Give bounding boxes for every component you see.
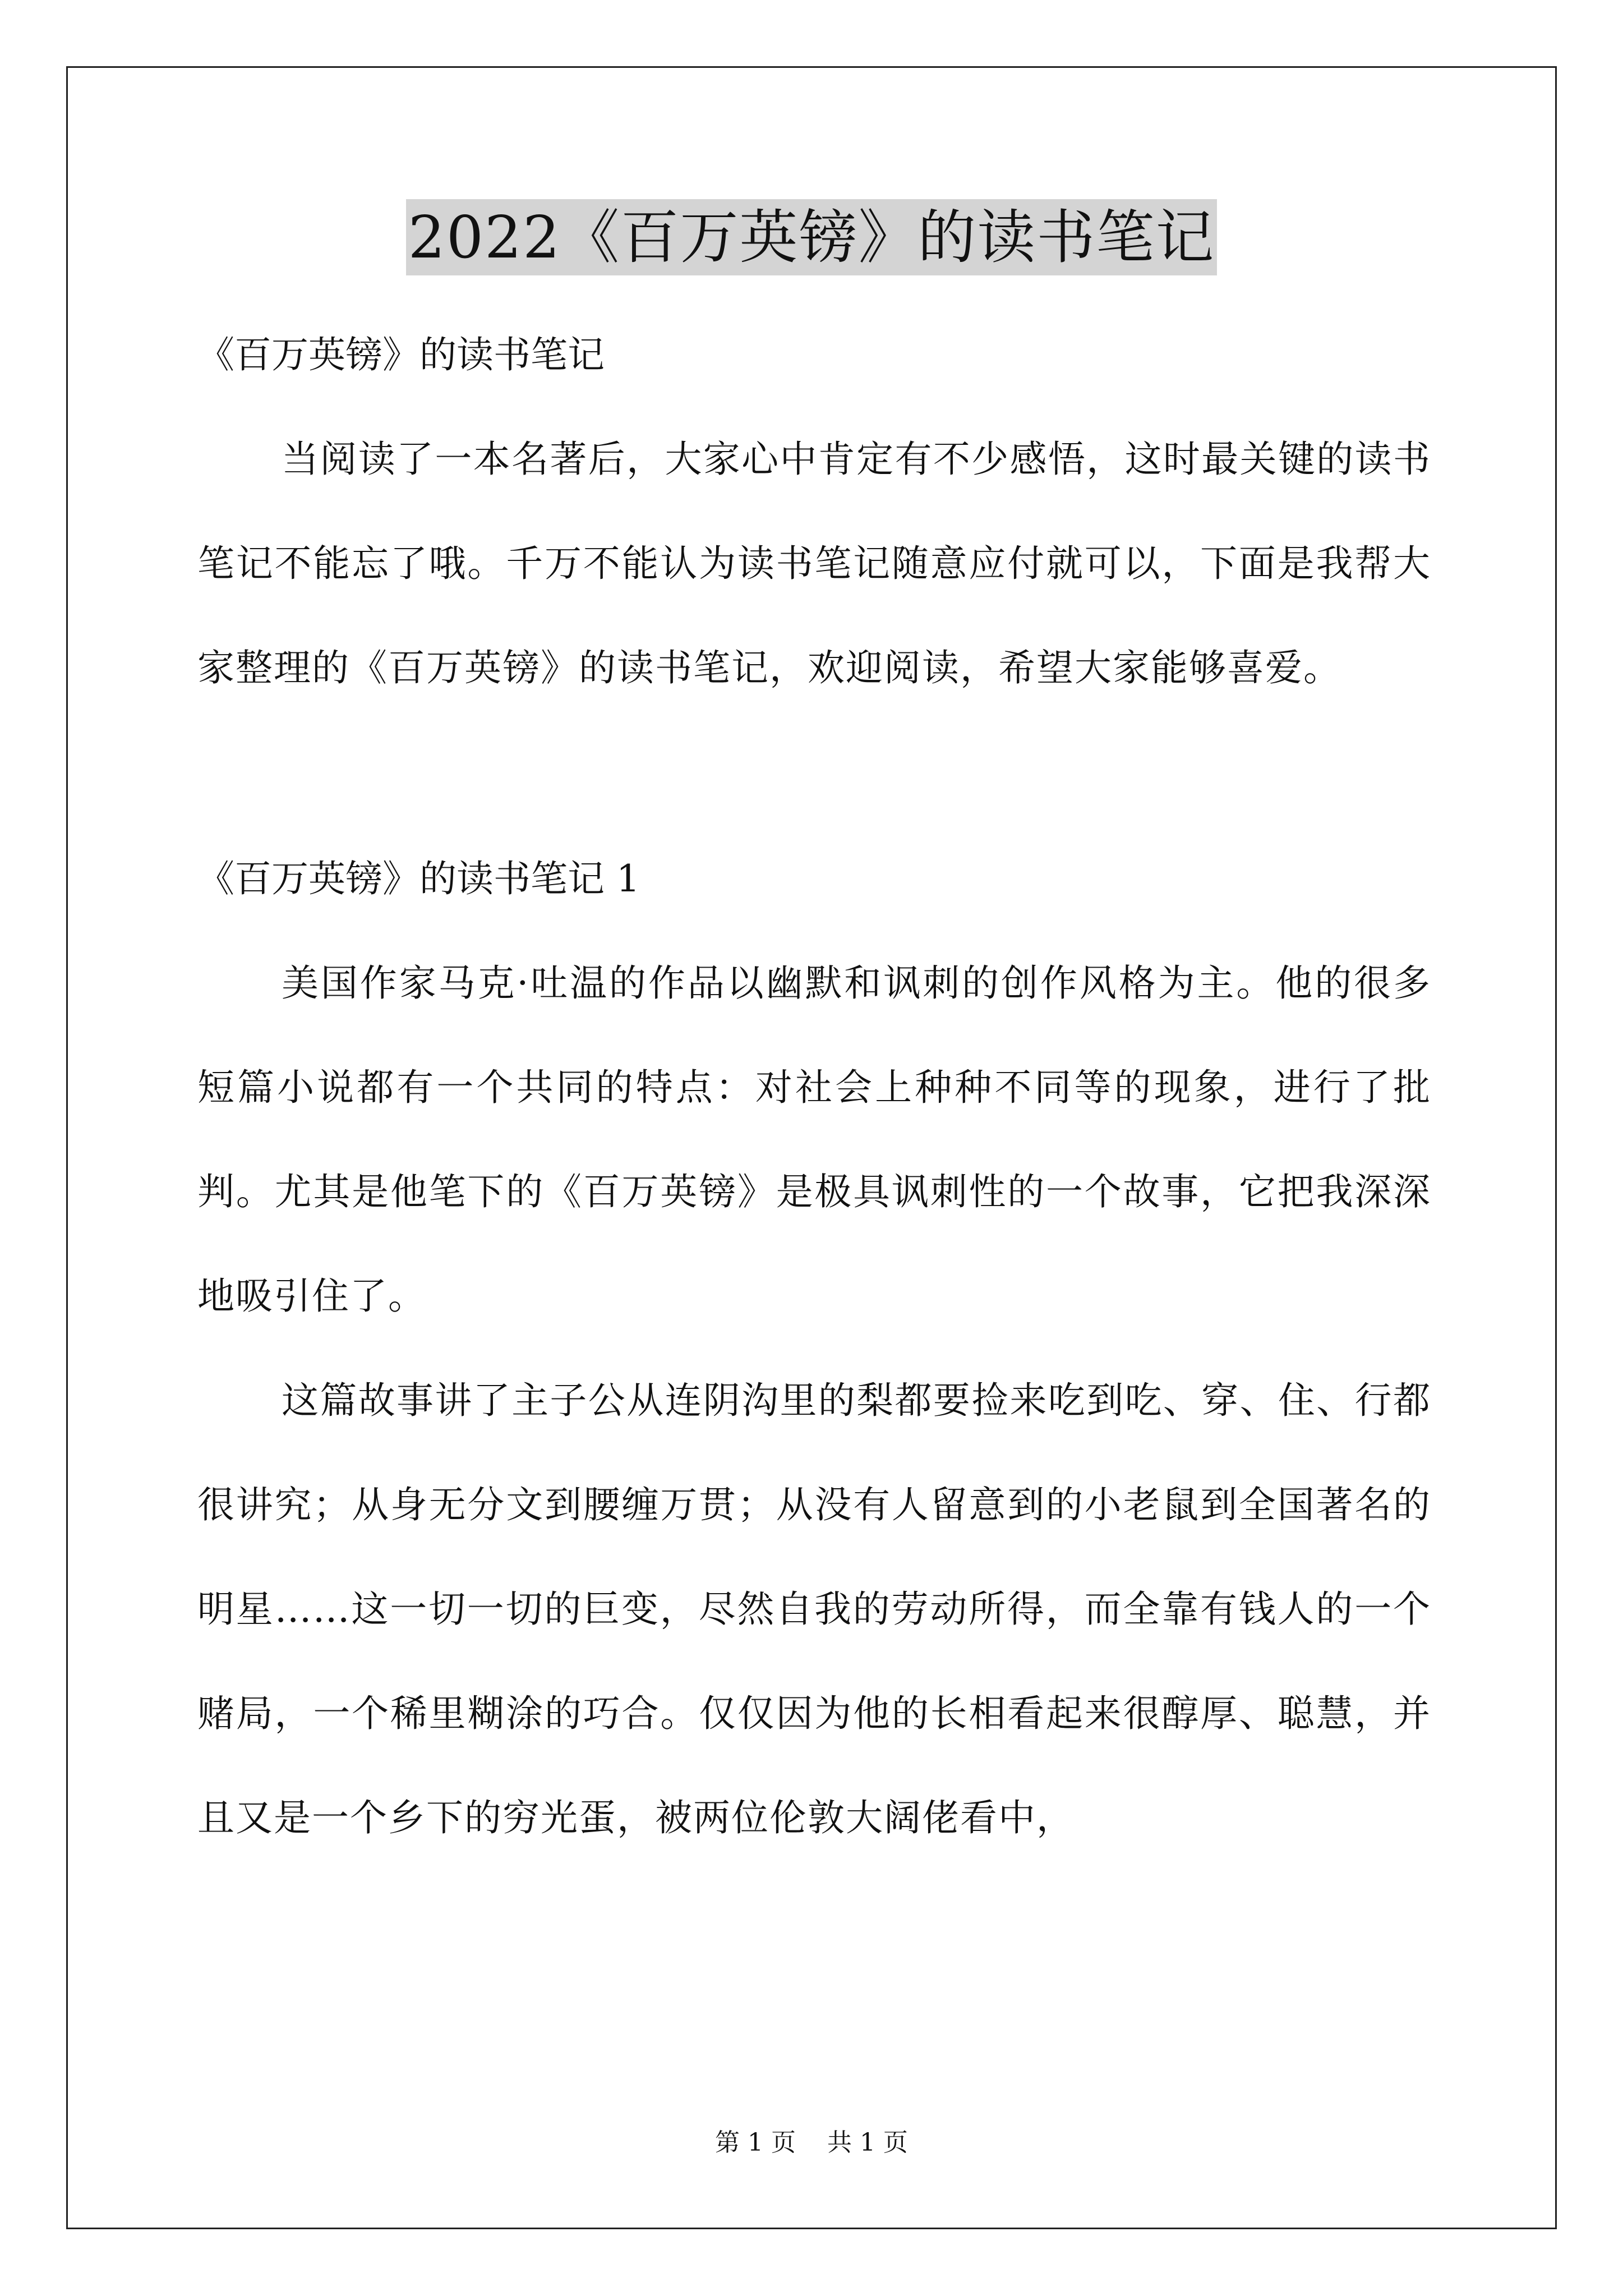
body-paragraph-1: 美国作家马克·吐温的作品以幽默和讽刺的创作风格为主。他的很多短篇小说都有一个共同的特点：对社会上种种不同等的现象，进行了批判。尤其是他笔下的《百万英镑》是极具讽刺性的一个故事，它把我深深地吸引住了。 <box>197 961 1431 1318</box>
title-container <box>0 199 1623 275</box>
section-heading: 《百万英镑》的读书笔记 1 <box>197 857 640 900</box>
section-spacer <box>197 720 1431 827</box>
document-body <box>197 303 1431 1870</box>
page-footer: 第 1 页 共 1 页 <box>715 2128 908 2157</box>
document-title: 2022《百万英镑》的读书笔记 <box>406 199 1218 275</box>
body-paragraph-2: 这篇故事讲了主子公从连阴沟里的梨都要捡来吃到吃、穿、住、行都很讲究；从身无分文到腰缠万贯；从没有人留意到的小老鼠到全国著名的明星……这一切一切的巨变，尽然自我的劳动所得，而全靠有钱人的一个赌局，一个稀里糊涂的巧合。仅仅因为他的长相看起来很醇厚、聪慧，并且又是一个乡下的穷光蛋，被两位伦敦大阔佬看中， <box>197 1379 1431 1839</box>
subtitle-heading: 《百万英镑》的读书笔记 <box>197 333 605 376</box>
intro-paragraph: 当阅读了一本名著后，大家心中肯定有不少感悟，这时最关键的读书笔记不能忘了哦。千万不能认为读书笔记随意应付就可以，下面是我帮大家整理的《百万英镑》的读书笔记，欢迎阅读，希望大家能够喜爱。 <box>197 438 1431 689</box>
